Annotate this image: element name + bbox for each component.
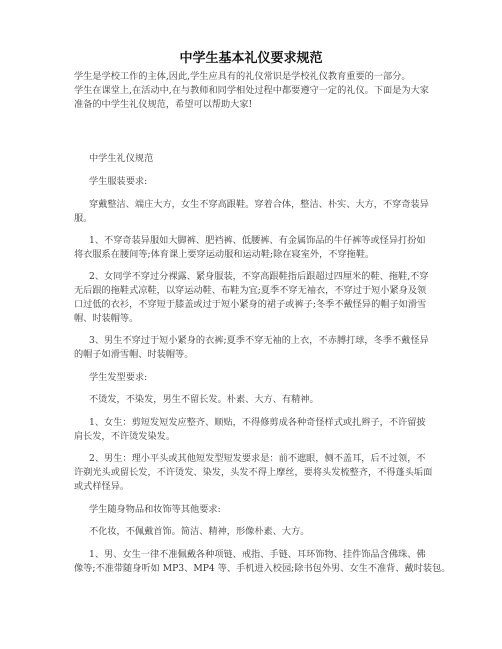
intro-line: 学生是学校工作的主体,因此,学生应具有的礼仪常识是学校礼仪教育重要的一部分。 bbox=[74, 71, 411, 82]
dress-item-line: 2、女同学不穿过分裸露、紧身服装，不穿高跟鞋指后跟超过四厘米的鞋、拖鞋,不穿 bbox=[89, 271, 429, 282]
document-title: 中学生基本礼仪要求规范 bbox=[179, 51, 323, 66]
accessories-heading: 学生随身物品和妆饰等其他要求: bbox=[89, 504, 221, 515]
intro-line: 准备的中学生礼仪规范，希望可以帮助大家! bbox=[74, 99, 253, 110]
dress-heading: 学生服装要求: bbox=[89, 176, 148, 187]
dress-general-line: 穿戴整洁、端庄大方，女生不穿高跟鞋。穿着合体，整洁、朴实、大方，不穿奇装异 bbox=[89, 199, 429, 210]
hair-item-line: 或式样怪异。 bbox=[74, 481, 130, 492]
hair-item-line: 许剃光头或留长发，不许烫发、染发，头发不得上摩丝，要将头发梳整齐，不得蓬头垢面 bbox=[74, 467, 433, 478]
accessories-item-line: 像等;不准带随身听如 MP3、MP4 等、手机进入校园;除书包外男、女生不准背、戴时装包。 bbox=[74, 563, 451, 574]
dress-item-line: 帽、时装帽等。 bbox=[74, 313, 139, 324]
dress-general-line: 服。 bbox=[74, 213, 93, 224]
hair-general-line: 不烫发，不染发，男生不留长发。朴素、大方、有精神。 bbox=[89, 394, 319, 405]
hair-item-line: 2、男生：理小平头或其他短发型短发要求是：前不遮眼，侧不盖耳，后不过领，不 bbox=[89, 453, 426, 464]
hair-item-line: 1、女生：剪短发短发应整齐、顺贴，不得修剪成各种奇怪样式或扎辫子，不许留披 bbox=[89, 417, 426, 428]
section-title: 中学生礼仪规范 bbox=[89, 153, 154, 164]
intro-line: 学生在课堂上,在活动中,在与教师和同学相处过程中都要遵守一定的礼仪。下面是为大家 bbox=[74, 85, 429, 96]
accessories-general-line: 不化妆，不佩戴首饰。简洁、精神，形像朴素、大方。 bbox=[89, 526, 310, 537]
dress-item-line: 1、不穿奇装异服如大脚裤、肥裆裤、低腰裤、有金属饰品的牛仔裤等或怪异打扮如 bbox=[89, 235, 426, 246]
dress-item-line: 口过低的衣衫，不穿短于膝盖或过于短小紧身的裙子或裤子;冬季不戴怪异的帽子如滑雪 bbox=[74, 299, 427, 310]
dress-item-line: 的帽子如滑雪帽、时装帽等。 bbox=[74, 349, 194, 360]
dress-item-line: 3、男生不穿过于短小紧身的衣裤;夏季不穿无袖的上衣，不赤膊打球，冬季不戴怪异 bbox=[89, 335, 429, 346]
dress-item-line: 无后跟的拖鞋式凉鞋，以穿运动鞋、布鞋为宜;夏季不穿无袖衣，不穿过于短小紧身及领 bbox=[74, 285, 427, 296]
accessories-item-line: 1、男、女生一律不准佩戴各种项链、戒指、手链、耳环饰物、挂件饰品含佛珠、佛 bbox=[89, 549, 426, 560]
hair-item-line: 肩长发，不许烫发染发。 bbox=[74, 431, 176, 442]
dress-item-line: 将衣服系在腰间等;体育课上要穿运动服和运动鞋;除在寝室外，不穿拖鞋。 bbox=[74, 249, 375, 260]
hair-heading: 学生发型要求: bbox=[89, 372, 148, 383]
